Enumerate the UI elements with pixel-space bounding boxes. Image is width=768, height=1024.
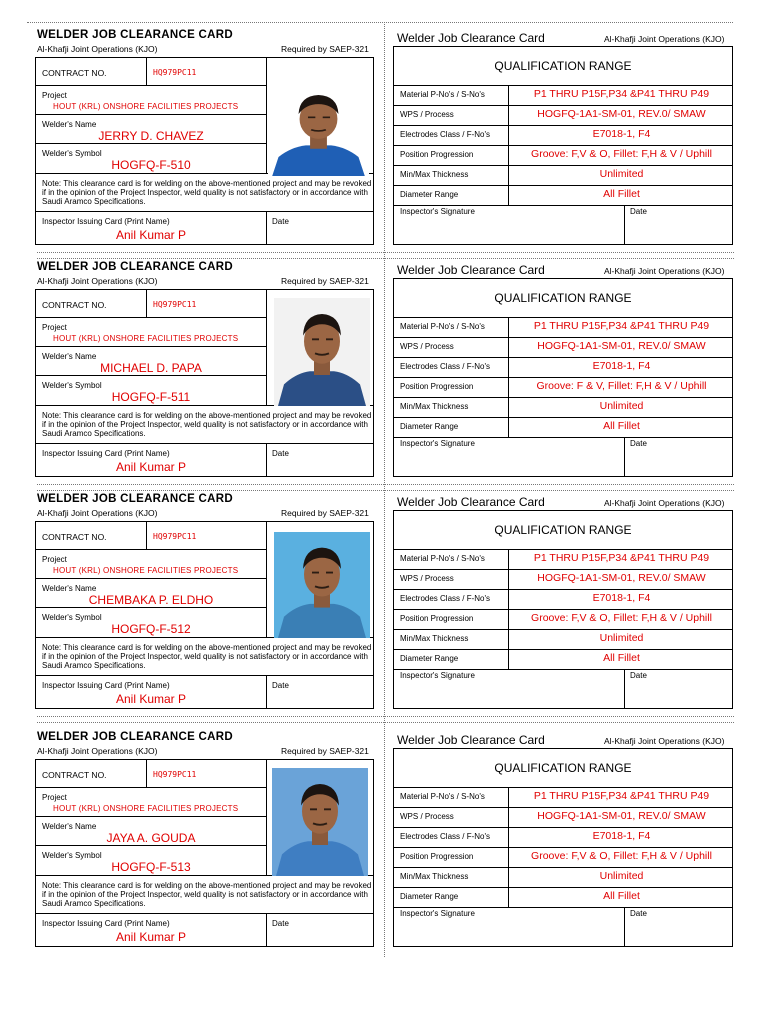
qual-row-thickness (394, 867, 732, 887)
thickness-label: Min/Max Thickness (400, 872, 469, 881)
qual-card-org: Al-Khafji Joint Operations (KJO) (604, 34, 725, 44)
welder-symbol-value: HOGFQ-F-513 (111, 860, 191, 874)
inspector-name-value: Anil Kumar P (115, 692, 187, 706)
signature-date-label: Date (630, 671, 647, 680)
welder-symbol-value: HOGFQ-F-512 (111, 622, 191, 636)
welder-symbol-label: Welder's Symbol (42, 381, 102, 390)
qual-row-diameter (394, 887, 732, 907)
contract-number-value: HQ979PC11 (153, 300, 197, 309)
portrait-image (274, 298, 370, 406)
welder-name-value: MICHAEL D. PAPA (100, 361, 202, 375)
qual-row-electrodes (394, 827, 732, 847)
welder-photo (268, 81, 369, 176)
welder-photo (272, 768, 368, 876)
qual-row-wps (394, 807, 732, 827)
qual-row-material (394, 317, 732, 337)
contract-number-label: CONTRACT NO. (42, 68, 107, 78)
card-requirement: Required by SAEP-321 (281, 276, 369, 286)
position-label: Position Progression (400, 382, 474, 391)
project-label: Project (42, 793, 67, 802)
inspector-name-value: Anil Kumar P (115, 930, 187, 944)
inspector-label: Inspector Issuing Card (Print Name) (42, 449, 170, 458)
project-value: HOUT (KRL) ONSHORE FACILITIES PROJECTS (53, 334, 239, 343)
electrodes-value: E7018-1, F4 (592, 128, 651, 140)
qual-row-wps (394, 105, 732, 125)
electrodes-label: Electrodes Class / F-No's (400, 832, 490, 841)
position-label: Position Progression (400, 150, 474, 159)
inspector-label: Inspector Issuing Card (Print Name) (42, 681, 170, 690)
qual-row-thickness (394, 629, 732, 649)
project-label: Project (42, 555, 67, 564)
inspector-label: Inspector Issuing Card (Print Name) (42, 217, 170, 226)
welder-name-label: Welder's Name (42, 120, 97, 129)
qual-row-position (394, 609, 732, 629)
signature-date-label: Date (630, 909, 647, 918)
material-label: Material P-No's / S-No's (400, 322, 485, 331)
welder-name-value: JAYA A. GOUDA (106, 831, 196, 845)
project-value: HOUT (KRL) ONSHORE FACILITIES PROJECTS (53, 804, 239, 813)
qual-row-diameter (394, 185, 732, 205)
card-org: Al-Khafji Joint Operations (KJO) (37, 276, 158, 286)
wps-value: HOGFQ-1A1-SM-01, REV.0/ SMAW (537, 340, 706, 352)
qual-row-diameter (394, 649, 732, 669)
card-body (35, 521, 374, 709)
qualification-range-title: QUALIFICATION RANGE (494, 59, 632, 73)
diameter-value: All Fillet (603, 420, 640, 432)
project-value: HOUT (KRL) ONSHORE FACILITIES PROJECTS (53, 102, 239, 111)
qual-card-title: Welder Job Clearance Card (397, 733, 545, 747)
wps-label: WPS / Process (400, 342, 454, 351)
wps-value: HOGFQ-1A1-SM-01, REV.0/ SMAW (537, 108, 706, 120)
inspector-signature-label: Inspector's Signature (400, 671, 475, 680)
qual-row-position (394, 145, 732, 165)
thickness-label: Min/Max Thickness (400, 634, 469, 643)
diameter-value: All Fillet (603, 890, 640, 902)
card-requirement: Required by SAEP-321 (281, 44, 369, 54)
contract-number-label: CONTRACT NO. (42, 300, 107, 310)
portrait-image (268, 81, 369, 176)
card-title: WELDER JOB CLEARANCE CARD (37, 493, 233, 505)
project-label: Project (42, 323, 67, 332)
wps-label: WPS / Process (400, 110, 454, 119)
inspector-name-value: Anil Kumar P (115, 460, 187, 474)
portrait-image (272, 768, 368, 876)
welder-name-label: Welder's Name (42, 584, 97, 593)
position-value: Groove: F & V, Fillet: F,H & V / Uphill (536, 380, 707, 392)
qual-row-position (394, 847, 732, 867)
wps-value: HOGFQ-1A1-SM-01, REV.0/ SMAW (537, 810, 706, 822)
qual-card-org: Al-Khafji Joint Operations (KJO) (604, 266, 725, 276)
material-value: P1 THRU P15F,P34 &P41 THRU P49 (533, 88, 710, 100)
contract-number-label: CONTRACT NO. (42, 532, 107, 542)
thickness-value: Unlimited (599, 632, 644, 644)
signature-date-label: Date (630, 207, 647, 216)
qualification-range-title: QUALIFICATION RANGE (494, 761, 632, 775)
card-body (35, 289, 374, 477)
card-title: WELDER JOB CLEARANCE CARD (37, 731, 233, 743)
electrodes-value: E7018-1, F4 (592, 592, 651, 604)
position-value: Groove: F,V & O, Fillet: F,H & V / Uphill (531, 612, 712, 624)
qualification-range-title: QUALIFICATION RANGE (494, 523, 632, 537)
material-label: Material P-No's / S-No's (400, 554, 485, 563)
welder-name-label: Welder's Name (42, 822, 97, 831)
welder-photo (274, 298, 370, 406)
thickness-value: Unlimited (599, 400, 644, 412)
qual-row-electrodes (394, 589, 732, 609)
qual-row-material (394, 549, 732, 569)
qual-card-title: Welder Job Clearance Card (397, 495, 545, 509)
contract-number-label: CONTRACT NO. (42, 770, 107, 780)
card-note: Note: This clearance card is for welding on the above-mentioned project and may be revoked if in the opinion of the Project Inspector, weld quality is not satisfactory or in accordance with Saudi Aramco Specifications. (42, 179, 372, 206)
card-org: Al-Khafji Joint Operations (KJO) (37, 44, 158, 54)
card-org: Al-Khafji Joint Operations (KJO) (37, 746, 158, 756)
welder-name-value: JERRY D. CHAVEZ (98, 129, 204, 143)
material-value: P1 THRU P15F,P34 &P41 THRU P49 (533, 552, 710, 564)
card-requirement: Required by SAEP-321 (281, 746, 369, 756)
card-body (35, 759, 374, 947)
inspector-signature-label: Inspector's Signature (400, 207, 475, 216)
qual-card-title: Welder Job Clearance Card (397, 263, 545, 277)
card-note: Note: This clearance card is for welding on the above-mentioned project and may be revoked if in the opinion of the Project Inspector, weld quality is not satisfactory or in accordance with Saudi Aramco Specifications. (42, 643, 372, 670)
qual-row-electrodes (394, 357, 732, 377)
position-value: Groove: F,V & O, Fillet: F,H & V / Uphill (531, 850, 712, 862)
contract-number-value: HQ979PC11 (153, 532, 197, 541)
project-value: HOUT (KRL) ONSHORE FACILITIES PROJECTS (53, 566, 239, 575)
welder-symbol-value: HOGFQ-F-511 (111, 390, 191, 404)
card-body (35, 57, 374, 245)
card-note: Note: This clearance card is for welding on the above-mentioned project and may be revoked if in the opinion of the Project Inspector, weld quality is not satisfactory or in accordance with Saudi Aramco Specifications. (42, 411, 372, 438)
welder-symbol-label: Welder's Symbol (42, 149, 102, 158)
diameter-label: Diameter Range (400, 190, 459, 199)
card-row-4 (0, 724, 768, 956)
electrodes-label: Electrodes Class / F-No's (400, 594, 490, 603)
qual-row-position (394, 377, 732, 397)
card-org: Al-Khafji Joint Operations (KJO) (37, 508, 158, 518)
qual-row-thickness (394, 397, 732, 417)
position-label: Position Progression (400, 614, 474, 623)
diameter-label: Diameter Range (400, 422, 459, 431)
material-label: Material P-No's / S-No's (400, 90, 485, 99)
wps-label: WPS / Process (400, 812, 454, 821)
inspector-signature-label: Inspector's Signature (400, 439, 475, 448)
qual-card-body (393, 748, 733, 947)
project-label: Project (42, 91, 67, 100)
card-row-1 (0, 22, 768, 254)
qual-row-wps (394, 569, 732, 589)
qual-card-body (393, 278, 733, 477)
card-row-2 (0, 254, 768, 486)
qual-card-org: Al-Khafji Joint Operations (KJO) (604, 736, 725, 746)
material-value: P1 THRU P15F,P34 &P41 THRU P49 (533, 320, 710, 332)
diameter-value: All Fillet (603, 652, 640, 664)
qualification-range-title: QUALIFICATION RANGE (494, 291, 632, 305)
wps-value: HOGFQ-1A1-SM-01, REV.0/ SMAW (537, 572, 706, 584)
signature-date-label: Date (630, 439, 647, 448)
qual-row-electrodes (394, 125, 732, 145)
thickness-label: Min/Max Thickness (400, 402, 469, 411)
portrait-image (274, 532, 370, 638)
diameter-value: All Fillet (603, 188, 640, 200)
material-label: Material P-No's / S-No's (400, 792, 485, 801)
welder-name-label: Welder's Name (42, 352, 97, 361)
diameter-label: Diameter Range (400, 654, 459, 663)
inspector-signature-label: Inspector's Signature (400, 909, 475, 918)
thickness-value: Unlimited (599, 168, 644, 180)
welder-symbol-label: Welder's Symbol (42, 613, 102, 622)
qual-row-material (394, 85, 732, 105)
qual-row-thickness (394, 165, 732, 185)
card-date-label: Date (272, 681, 289, 690)
thickness-label: Min/Max Thickness (400, 170, 469, 179)
card-date-label: Date (272, 919, 289, 928)
qual-card-body (393, 510, 733, 709)
card-requirement: Required by SAEP-321 (281, 508, 369, 518)
card-title: WELDER JOB CLEARANCE CARD (37, 261, 233, 273)
qual-row-diameter (394, 417, 732, 437)
contract-number-value: HQ979PC11 (153, 770, 197, 779)
welder-name-value: CHEMBAKA P. ELDHO (88, 593, 214, 607)
diameter-label: Diameter Range (400, 892, 459, 901)
inspector-name-value: Anil Kumar P (115, 228, 187, 242)
card-date-label: Date (272, 217, 289, 226)
wps-label: WPS / Process (400, 574, 454, 583)
welder-photo (274, 532, 370, 638)
electrodes-label: Electrodes Class / F-No's (400, 362, 490, 371)
electrodes-value: E7018-1, F4 (592, 830, 651, 842)
qual-card-title: Welder Job Clearance Card (397, 31, 545, 45)
card-title: WELDER JOB CLEARANCE CARD (37, 29, 233, 41)
qual-row-material (394, 787, 732, 807)
position-value: Groove: F,V & O, Fillet: F,H & V / Uphill (531, 148, 712, 160)
welder-symbol-label: Welder's Symbol (42, 851, 102, 860)
card-note: Note: This clearance card is for welding on the above-mentioned project and may be revoked if in the opinion of the Project Inspector, weld quality is not satisfactory or in accordance with Saudi Aramco Specifications. (42, 881, 372, 908)
contract-number-value: HQ979PC11 (153, 68, 197, 77)
electrodes-label: Electrodes Class / F-No's (400, 130, 490, 139)
electrodes-value: E7018-1, F4 (592, 360, 651, 372)
qual-card-org: Al-Khafji Joint Operations (KJO) (604, 498, 725, 508)
card-date-label: Date (272, 449, 289, 458)
qual-card-body (393, 46, 733, 245)
material-value: P1 THRU P15F,P34 &P41 THRU P49 (533, 790, 710, 802)
card-row-3 (0, 486, 768, 718)
qual-row-wps (394, 337, 732, 357)
inspector-label: Inspector Issuing Card (Print Name) (42, 919, 170, 928)
welder-symbol-value: HOGFQ-F-510 (111, 158, 191, 172)
position-label: Position Progression (400, 852, 474, 861)
thickness-value: Unlimited (599, 870, 644, 882)
